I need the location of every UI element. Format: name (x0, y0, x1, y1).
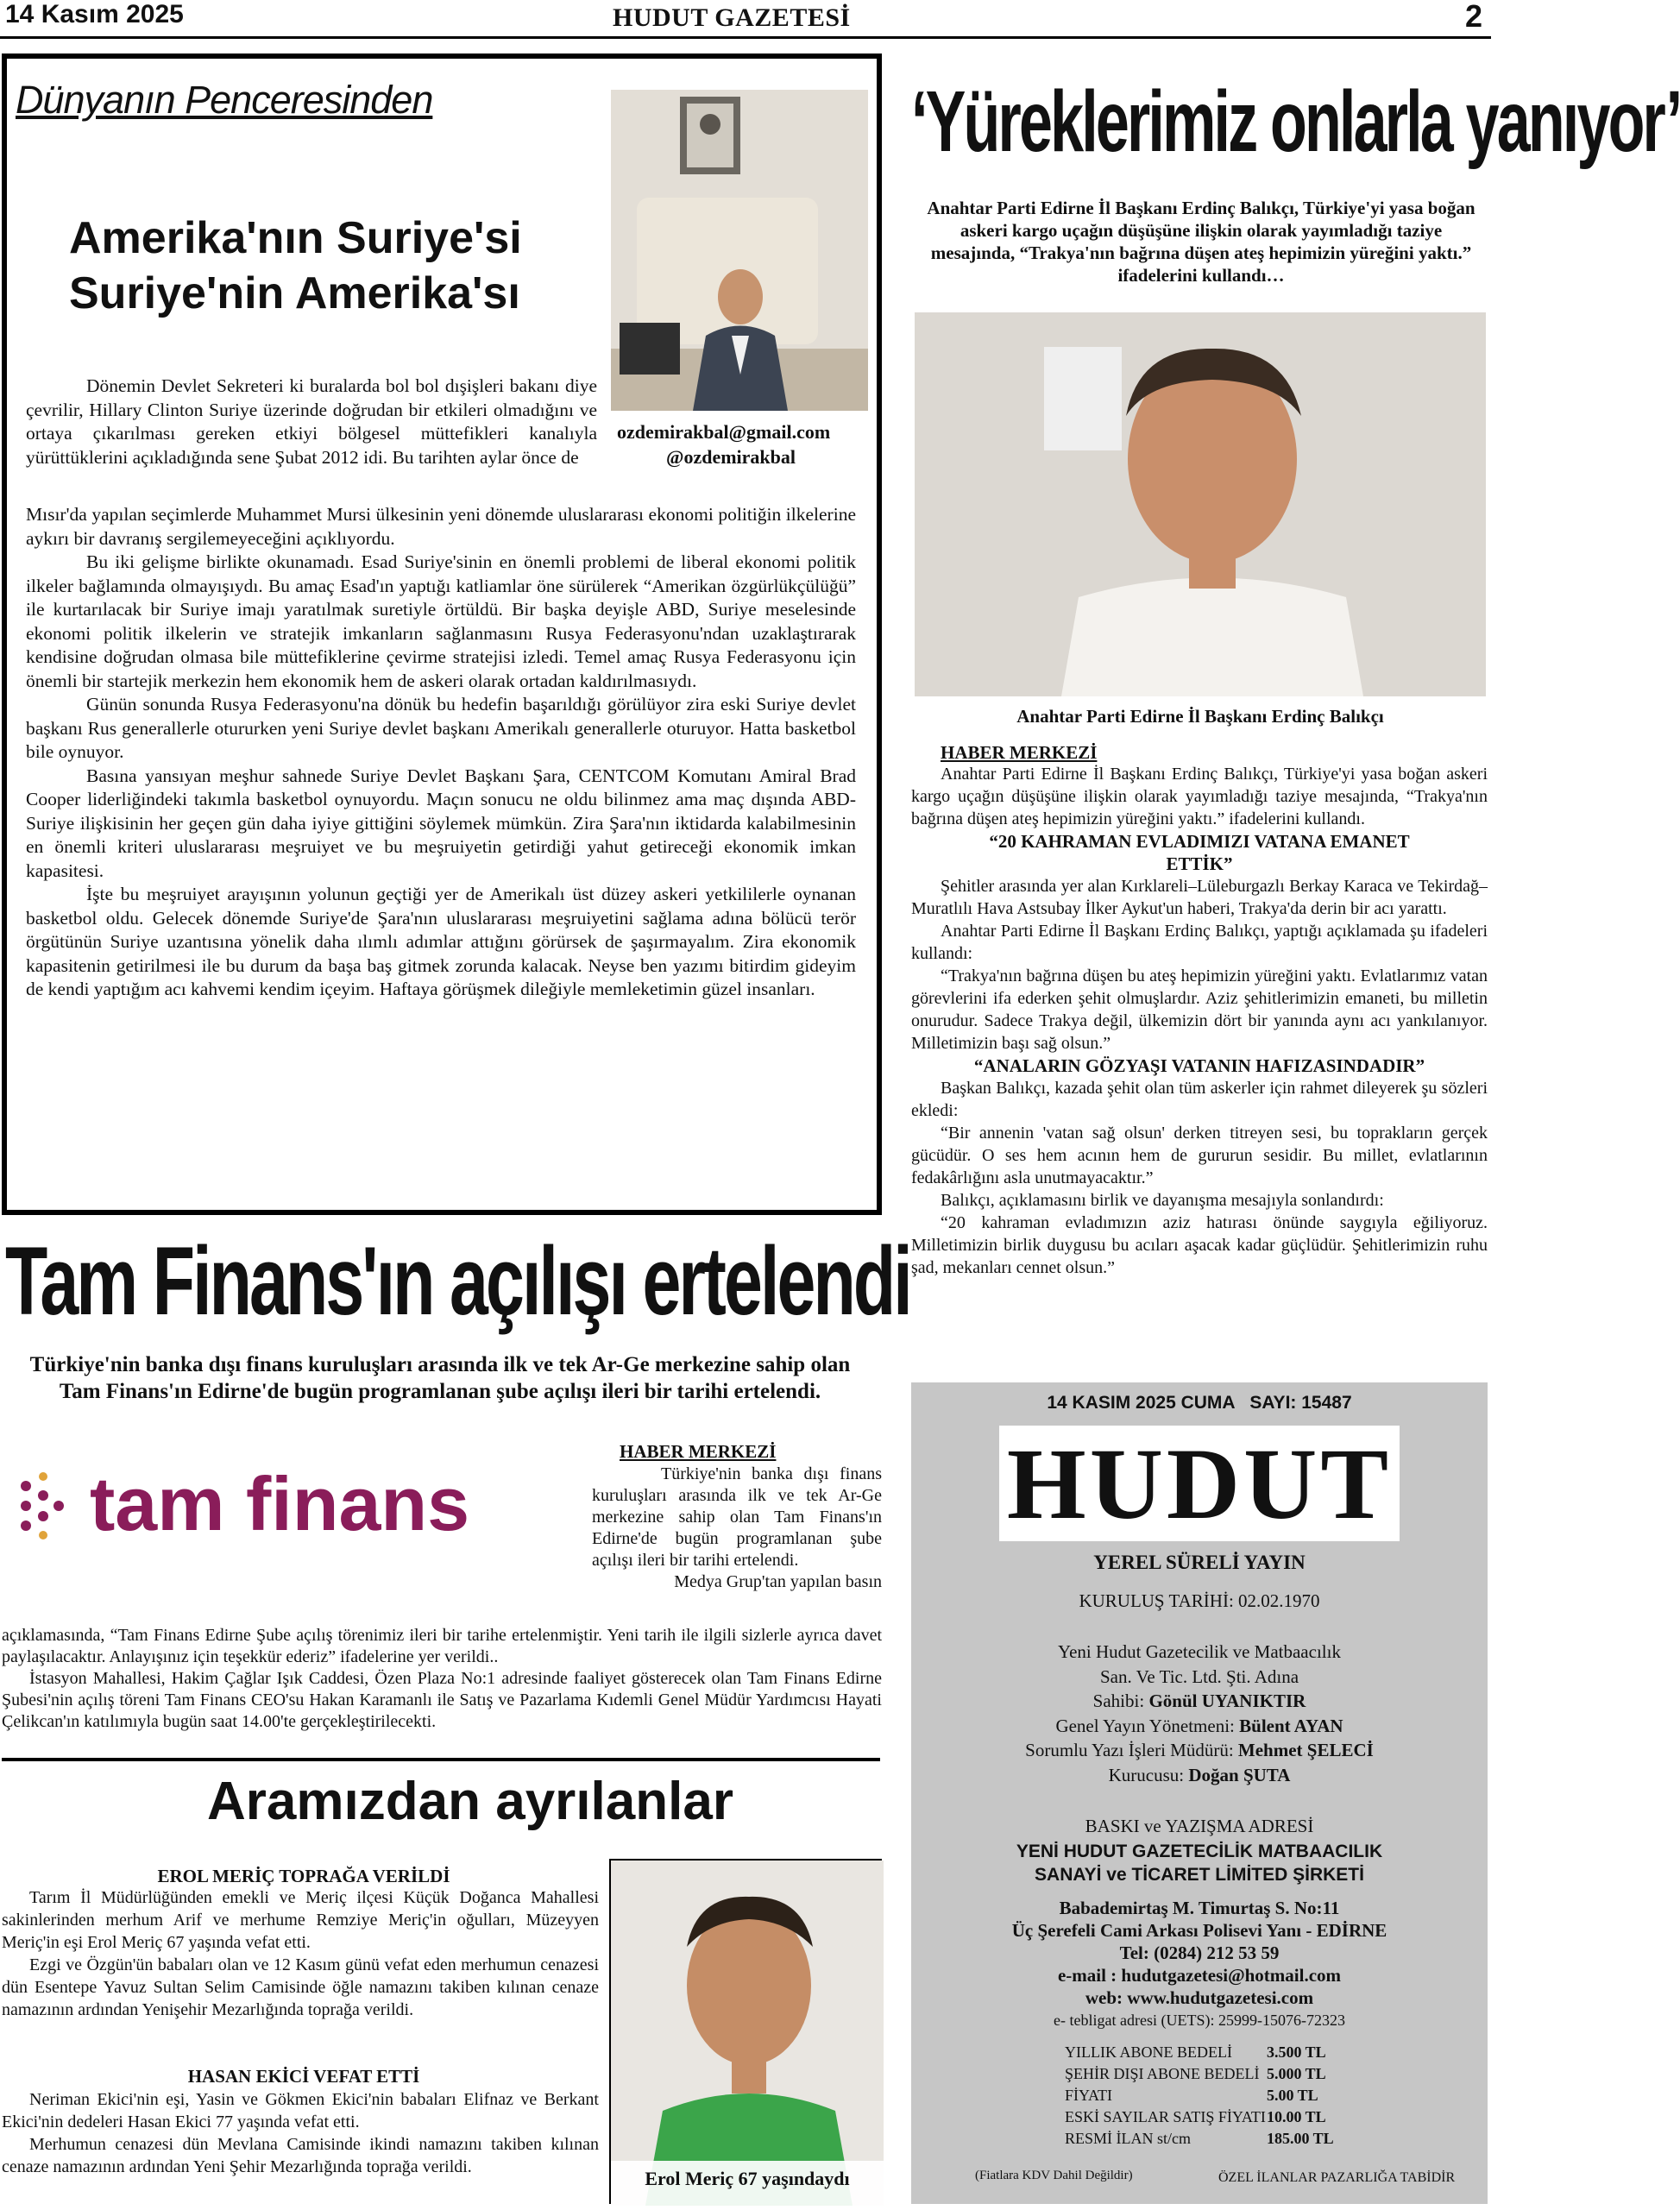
masthead-editor-name: Mehmet ŞELECİ (1237, 1740, 1374, 1760)
right-paragraph-2: Şehitler arasında yer alan Kırklareli–Lüleburgazlı Berkay Karaca ve Tekirdağ–Muratlılı Hava Astsubay İlker Aykut'un haberi, Trakya'da derin bir acı yarattı. (911, 877, 1488, 918)
right-byline: HABER MERKEZİ (941, 742, 1098, 763)
masthead-subtitle: YEREL SÜRELİ YAYIN (1093, 1552, 1306, 1573)
masthead-owner-name: Gönül UYANIKTIR (1148, 1691, 1306, 1711)
masthead-print-company-1: YENİ HUDUT GAZETECİLİK MATBAACILIK (1016, 1842, 1383, 1861)
masthead-note-right: ÖZEL İLANLAR PAZARLIĞA TABİDİR (1218, 2170, 1456, 2185)
masthead-founded: KURULUŞ TARİHİ: 02.02.1970 (1079, 1590, 1320, 1611)
header-date: 14 Kasım 2025 (5, 0, 184, 28)
column-paragraph-1a: Dönemin Devlet Sekreteri ki buralarda bol bol dışişleri bakanı diye çevrilir, Hillary Clinton Suriye üzerinde doğrudan bir etkileri olmadığını ve ortaya çıkarılması gereken etkiyi bölgesel müttefikleri kanalıyla yürüttüklerini açıkladığında sene Şubat 2012 idi. Bu tarihten aylar önce de (26, 375, 597, 468)
author-photo (611, 90, 868, 411)
masthead-founder (911, 1763, 1488, 1788)
masthead-note-left: (Fiatlara KDV Dahil Değildir) (975, 2169, 1133, 2182)
masthead-editor (911, 1738, 1488, 1763)
finance-byline: HABER MERKEZİ (620, 1441, 777, 1462)
finance-headline: Tam Finans'ın açılışı ertelendi (5, 1227, 910, 1335)
finance-bottom-rule (2, 1758, 880, 1761)
price-value: 5.000 TL (1267, 2065, 1326, 2082)
obituary-paragraph-1: Tarım İl Müdürlüğünden emekli ve Meriç ilçesi Küçük Doğanca Mahallesi sakinlerinden merhum Arif ve merhume Remziye Meriç'in oğulları, Müzeyyen Meriç'in eşi Erol Meriç 67 yaşında vefat etti. (2, 1888, 599, 1952)
obituary-title-2: HASAN EKİCİ VEFAT ETTİ (187, 2066, 420, 2087)
right-subhead-2: “ANALARIN GÖZYAŞI VATANIN HAFIZASINDADIR” (973, 1055, 1425, 1076)
price-value: 5.00 TL (1267, 2087, 1318, 2104)
obituary-paragraph-2: Ezgi ve Özgün'ün babaları olan ve 12 Kasım günü vefat eden merhumun cenazesi dün Esentepe Yavuz Sultan Selim Camisinde öğle namazını takiben kılınan cenaze namazının ardından Yenişehir Mezarlığında toprağa verildi. (2, 1955, 599, 2019)
masthead-founder-label: Kurucusu: (1108, 1764, 1185, 1785)
right-paragraph-8: “20 kahraman evladımızın aziz hatırası önünde saygıyla eğiliyoruz. Milletimizin birlik duygusu bu acıları aşacak kadar güçlüdür. Şehitlerimizin ruhu şad, mekanları cennet olsun.” (911, 1213, 1488, 1277)
obituary-title-1: EROL MERİÇ TOPRAĞA VERİLDİ (157, 1866, 450, 1886)
column-headline-line2: Suriye'nin Amerika'sı (69, 268, 520, 318)
right-paragraph-3: Anahtar Parti Edirne İl Başkanı Erdinç Balıkçı, yaptığı açıklamada şu ifadeleri kullandı: (911, 922, 1488, 963)
right-paragraph-7: Balıkçı, açıklamasını birlik ve dayanışma mesajıyla sonlandırdı: (941, 1191, 1384, 1210)
obituary-photo (609, 1859, 882, 2204)
column-paragraph-3: Günün sonunda Rusya Federasyonu'na dönük bu hedefin başarıldığı görülüyor zira eski Suriye devlet başkanı Rus generallerle otururken yeni Suriye devlet başkanı Amerikalı generallerle oturuyor. Hatta basketbol bile oynuyor. (26, 694, 856, 762)
right-paragraph-4: “Trakya'nın bağrına düşen bu ateş hepimizin yüreğini yaktı. Evlatlarımız vatan görevlerini ifa ederken şehit olmuşlardır. Aziz şehitlerimizin emaneti, bu milletin onurudur. Sadece Trakya değil, ülkemizin dört bir yanında aynı acı yankılanıyor. Milletimizin başı sağ olsun.” (911, 966, 1488, 1053)
masthead-gm (911, 1714, 1488, 1739)
masthead-contact (911, 1897, 1488, 2031)
masthead-prices (1065, 2042, 1375, 2150)
right-subhead-1: “20 KAHRAMAN EVLADIMIZI VATANA EMANET ETTİK” (989, 831, 1410, 874)
masthead-staff (911, 1640, 1488, 1787)
obituaries-title: Aramızdan ayrılanlar (207, 1772, 733, 1831)
price-label: RESMİ İLAN st/cm (1065, 2130, 1191, 2147)
right-lead: Anahtar Parti Edirne İl Başkanı Erdinç Balıkçı, Türkiye'yi yasa boğan askeri kargo uçağın düşüşüne ilişkin olarak yayımladığı taziye mesajında, “Trakya'nın bağrına düşen ateş hepimizin yüreğini yaktı.” ifadelerini kullandı… (927, 198, 1476, 286)
column-headline (69, 211, 522, 321)
column-section-title: Dünyanın Penceresinden (16, 78, 433, 122)
price-row (1065, 2106, 1375, 2128)
obituary-paragraph-3: Neriman Ekici'nin eşi, Yasin ve Gökmen Ekici'nin babaları Elifnaz ve Berkant Ekici'nin dedeleri Hasan Ekici 77 yaşında vefat etti. (2, 2090, 599, 2131)
obituaries-body-2 (2, 2088, 599, 2178)
finance-body-side (592, 1464, 882, 1593)
masthead-issue-line: 14 KASIM 2025 CUMA SAYI: 15487 (1047, 1393, 1352, 1413)
author-email: ozdemirakbal@gmail.com (617, 421, 831, 443)
finance-logo (14, 1461, 576, 1546)
header-paper-name: HUDUT GAZETESİ (613, 3, 851, 32)
right-headline: ‘Yüreklerimiz onlarla yanıyor’ (911, 73, 1680, 170)
header-rule (0, 36, 1491, 39)
masthead-founder-name: Doğan ŞUTA (1188, 1764, 1291, 1785)
price-value: 10.00 TL (1267, 2108, 1326, 2125)
masthead-address-2: Üç Şerefeli Cami Arkası Polisevi Yanı - EDİRNE (1011, 1920, 1387, 1941)
header-page-number: 2 (1465, 0, 1483, 34)
price-row (1065, 2128, 1375, 2150)
finance-paragraph-1: Türkiye'nin banka dışı finans kuruluşları arasında ilk ve tek Ar-Ge merkezine sahip olan Tam Finans'ın Edirne'de bugün programlanan şube açılışı ileri bir tarihi ertelendi. (592, 1464, 882, 1570)
masthead-print-label: BASKI ve YAZIŞMA ADRESİ (1085, 1816, 1314, 1836)
masthead-company-1: Yeni Hudut Gazetecilik ve Matbaacılık (1058, 1641, 1341, 1662)
price-label: YILLIK ABONE BEDELİ (1065, 2043, 1232, 2061)
finance-paragraph-3: İstasyon Mahallesi, Hakim Çağlar Işık Caddesi, Özen Plaza No:1 adresinde faaliyet gösterecek olan Tam Finans Edirne Şubesi'nin açılış töreni Tam Finans CEO'su Hakan Karamanlı ile Satış ve Pazarlama Kıdemli Genel Müdür Yardımcısı Hayati Çelikcan'ın katılımıyla bugün saat 14.00'te gerçekleştirilecekti. (2, 1669, 882, 1731)
masthead-print-company (911, 1840, 1488, 1886)
masthead-uets: e- tebligat adresi (UETS): 25999-15076-72323 (1054, 2012, 1345, 2029)
masthead-address-1: Babademirtaş M. Timurtaş S. No:11 (1059, 1898, 1340, 1918)
column-body-top (26, 375, 597, 469)
price-value: 185.00 TL (1267, 2130, 1334, 2147)
masthead-logo: HUDUT (1006, 1427, 1393, 1540)
author-handle: @ozdemirakbal (666, 446, 796, 468)
finance-logo-text: tam finans (90, 1461, 470, 1546)
price-row (1065, 2063, 1375, 2085)
price-row (1065, 2085, 1375, 2106)
right-paragraph-1: Anahtar Parti Edirne İl Başkanı Erdinç Balıkçı, Türkiye'yi yasa boğan askeri kargo uçağın düşüşüne ilişkin olarak yayımladığı taziye mesajında, “Trakya'nın bağrına düşen ateş hepimizin yüreğini yaktı.” ifadelerini kullandı. (911, 765, 1488, 828)
masthead-gm-name: Bülent AYAN (1239, 1715, 1343, 1736)
finance-lead: Türkiye'nin banka dışı finans kuruluşları arasında ilk ve tek Ar-Ge merkezine sahip olan Tam Finans'ın Edirne'de bugün programlanan şube açılışı ileri bir tarihi ertelendi. (29, 1353, 851, 1403)
finance-logo-icon (14, 1467, 91, 1545)
masthead-email: e-mail : hudutgazetesi@hotmail.com (1057, 1965, 1342, 1986)
finance-paragraph-2a: Medya Grup'tan yapılan basın (674, 1572, 882, 1591)
masthead-tel: Tel: (0284) 212 53 59 (1119, 1942, 1280, 1963)
column-paragraph-5: İşte bu meşruiyet arayışının yolunun geçtiği yer de Amerikalı üst düzey askeri yetkililerle oynanan basketbol oldu. Gelecek dönemde Suriye'de Şara'nın uluslararası meşruiyetini sağlama adına bölücü terör örgütünün Suriye uzantısına yönelik daha ılımlı adımlar attığını görürsek de şaşırmayalım. Zira ekonomik kapasitenin getirilmesi ile bu durum da başa baş gitmek zorunda kalacak. Neyse ben yazımı bitirdim gideyim de kendi yaptığım acı kahvemi kendim içeyim. Haftaya görüşmek dileğiyle memleketimin güzel insanları. (26, 884, 856, 999)
obituary-paragraph-4: Merhumun cenazesi dün Mevlana Camisinde ikindi namazını takiben kılınan cenaze namazının ardından Yeni Şehir Mezarlığında toprağa verildi. (2, 2135, 599, 2176)
finance-paragraph-2b: açıklamasında, “Tam Finans Edirne Şube açılış törenimiz ileri bir tarihe ertelenmiştir. Yeni tarih ile ilgili sizlerle ayrıca davet paylaşılacaktır. Anlayışınız için teşekkür ederiz” ifadelerine yer verildi.. (2, 1626, 882, 1666)
right-paragraph-5: Başkan Balıkçı, kazada şehit olan tüm askerler için rahmet dileyerek şu sözleri ekledi: (911, 1079, 1488, 1120)
right-body (911, 763, 1488, 1279)
masthead-owner-label: Sahibi: (1092, 1691, 1145, 1711)
price-value: 3.500 TL (1267, 2043, 1326, 2061)
masthead-editor-label: Sorumlu Yazı İşleri Müdürü: (1025, 1740, 1234, 1760)
column-headline-line1: Amerika'nın Suriye'si (69, 213, 522, 263)
right-photo-caption: Anahtar Parti Edirne İl Başkanı Erdinç Balıkçı (1016, 706, 1384, 727)
price-row (1065, 2042, 1375, 2063)
price-label: ŞEHİR DIŞI ABONE BEDELİ (1065, 2065, 1260, 2082)
column-body (26, 503, 856, 1002)
column-paragraph-2: Bu iki gelişme birlikte okunamadı. Esad Suriye'sinin en önemli problemi de liberal ekonomi politik ilkeler bağlamında olmayışıydı. Bu amaç Esad'ın yaptığı katliamlar öne sürülerek “Amerikan özgürlükçülüğü” ile kurtarılacak bir Suriye imajı yaratılmak suretiyle örtüldü. Bir başka deyişle ABD, Suriye meselesinde ekonomi politik ilkelerin ve stratejik imkanların sağlanmasını Rusya Federasyonu'ndan uzaklaştırarak kendisine doğrudan olmasa bile müttefiklerine çevirme stratejisi izledi. Temel amaç Rusya Federasyonu için önemli bir startejik merkezin hem ekonomik hem de askeri olarak ortadan kaldırılmasıydı. (26, 551, 856, 691)
obituaries-body-1 (2, 1886, 599, 2021)
finance-body (2, 1625, 882, 1733)
column-paragraph-1b: Mısır'da yapılan seçimlerde Muhammet Mursi ülkesinin yeni dönemde uluslararası ekonomi politiğin ilkelerine aykırı bir davranış sergilemeyeceğini açıklıyordu. (26, 504, 856, 549)
masthead-owner (911, 1689, 1488, 1714)
masthead-company-2: San. Ve Tic. Ltd. Şti. Adına (1099, 1665, 1299, 1687)
masthead-web: web: www.hudutgazetesi.com (1085, 1987, 1314, 2008)
price-label: ESKİ SAYILAR SATIŞ FİYATI (1065, 2108, 1266, 2125)
column-paragraph-4: Basına yansıyan meşhur sahnede Suriye Devlet Başkanı Şara, CENTCOM Komutanı Amiral Brad Cooper liderliğindeki takımla basketbol oynuyordu. Maçın sonucu ne oldu bilinmez ama maç dışında ABD-Suriye ilişkisinin her geçen gün daha iyiye gittiğini söylemek mümkün. Zira Şara'nın iktidarda kalabilmesinin en önemli kriteri uluslararası meşruiyet ve bu meşruiyetin getirdiği yahut getireceği ekonomik imkan kapasitesi. (26, 765, 856, 881)
right-paragraph-6: “Bir annenin 'vatan sağ olsun' derken titreyen sesi, bu toprakların gerçek gücüdür. O ses hem acının hem de gururun sesidir. Bu millet, evlatlarının fedakârlığını asla unutmayacaktır.” (911, 1124, 1488, 1187)
masthead-gm-label: Genel Yayın Yönetmeni: (1055, 1715, 1235, 1736)
masthead-logo-box (999, 1426, 1400, 1541)
obituary-photo-caption: Erol Meriç 67 yaşındaydı (645, 2168, 850, 2189)
right-photo (915, 312, 1486, 696)
masthead-print-company-2: SANAYİ ve TİCARET LİMİTED ŞİRKETİ (1035, 1865, 1364, 1885)
price-label: FİYATI (1065, 2087, 1113, 2104)
